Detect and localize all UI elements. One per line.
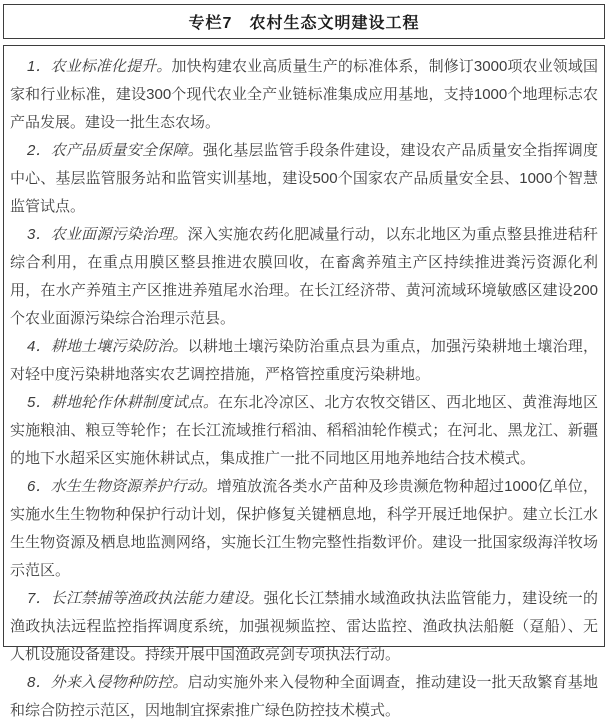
paragraph-5-lead: 5．耕地轮作休耕制度试点。 bbox=[27, 394, 219, 411]
paragraph-6-lead: 6．水生生物资源养护行动。 bbox=[27, 478, 217, 495]
paragraph-3-text: 深入实施农药化肥减量行动，以东北地区为重点整县推进秸秆综合利用，在重点用膜区整县推进农膜回收，在畜禽养殖主产区持续推进粪污资源化利用，在水产养殖主产区推进养殖尾水治理。在长江经济带、黄河流域环境敏感区建设200个农业面源污染综合治理示范县。 bbox=[10, 226, 598, 327]
paragraph-2-text: 强化基层监管手段条件建设，建设农产品质量安全指挥调度中心、基层监管服务站和监管实训基地，建设500个国家农产品质量安全县、1000个智慧监管试点。 bbox=[10, 142, 598, 215]
paragraph-2-lead: 2．农产品质量安全保障。 bbox=[27, 142, 203, 159]
paragraph-8 bbox=[10, 669, 598, 725]
paragraph-3-lead: 3．农业面源污染治理。 bbox=[27, 226, 188, 243]
panel-content bbox=[3, 45, 605, 719]
paragraph-8-text: 启动实施外来入侵物种全面调查，推动建设一批天敌繁育基地和综合防控示范区，因地制宜探索推广绿色防控技术模式。 bbox=[10, 674, 598, 719]
paragraph-5-text: 在东北冷凉区、北方农牧交错区、西北地区、黄淮海地区实施粮油、粮豆等轮作；在长江流域推行稻油、稻稻油轮作模式；在河北、黑龙江、新疆的地下水超采区实施休耕试点，集成推广一批不同地区用地养地结合技术模式。 bbox=[10, 394, 598, 467]
paragraph-3 bbox=[10, 221, 598, 333]
paragraph-8-lead: 8．外来入侵物种防控。 bbox=[27, 674, 188, 691]
paragraph-5 bbox=[10, 389, 598, 473]
paragraph-4-lead: 4．耕地土壤污染防治。 bbox=[27, 338, 188, 355]
panel-title-box bbox=[3, 4, 605, 39]
paragraph-6 bbox=[10, 473, 598, 585]
paragraph-1-lead: 1．农业标准化提升。 bbox=[27, 58, 172, 75]
paragraph-2 bbox=[10, 137, 598, 221]
paragraph-1-text: 加快构建农业高质量生产的标准体系，制修订3000项农业领域国家和行业标准，建设300个现代农业全产业链标准集成应用基地，支持1000个地理标志农产品发展。建设一批生态农场。 bbox=[10, 58, 599, 131]
paragraph-1 bbox=[10, 53, 598, 137]
paragraph-7 bbox=[10, 585, 598, 669]
paragraph-4 bbox=[10, 333, 598, 389]
paragraph-6-text: 增殖放流各类水产苗种及珍贵濒危物种超过1000亿单位，实施水生生物物种保护行动计划，保护修复关键栖息地，科学开展迁地保护。建立长江水生生物资源及栖息地监测网络，实施长江生物完整性指数评价。建设一批国家级海洋牧场示范区。 bbox=[10, 478, 598, 579]
paragraph-7-lead: 7．长江禁捕等渔政执法能力建设。 bbox=[27, 590, 264, 607]
panel-title: 专栏7 农村生态文明建设工程 bbox=[188, 15, 420, 32]
paragraph-7-text: 强化长江禁捕水域渔政执法监管能力，建设统一的渔政执法远程监控指挥调度系统，加强视频监控、雷达监控、渔政执法船艇（趸船）、无人机设施设备建设。持续开展中国渔政亮剑专项执法行动。 bbox=[10, 590, 598, 663]
paragraph-4-text: 以耕地土壤污染防治重点县为重点，加强污染耕地土壤治理，对轻中度污染耕地落实农艺调控措施，严格管控重度污染耕地。 bbox=[10, 338, 598, 383]
